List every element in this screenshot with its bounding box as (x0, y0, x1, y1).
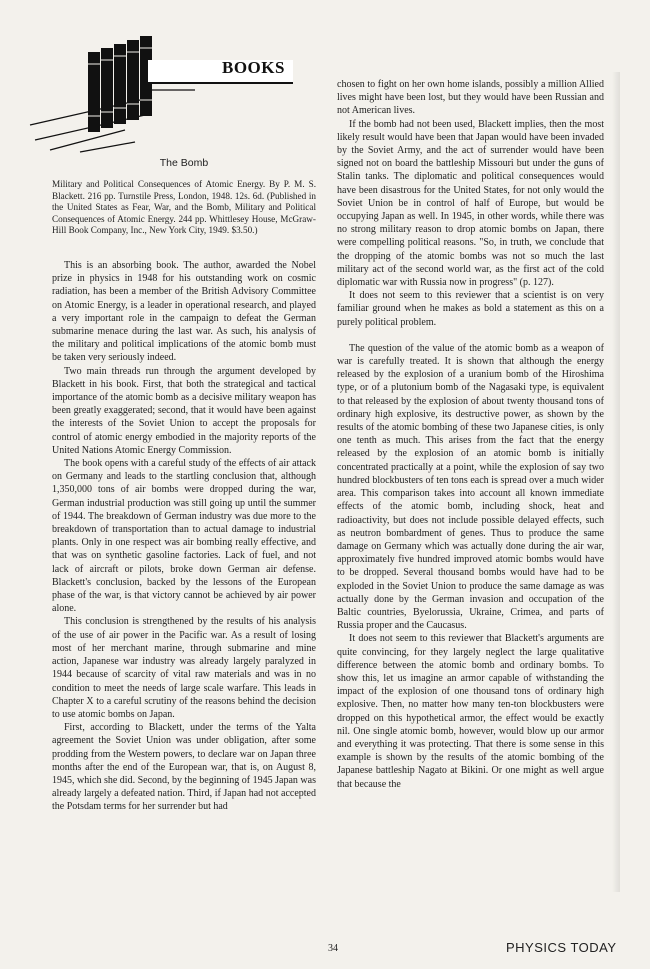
page-edge-shadow (612, 72, 620, 892)
paragraph: chosen to fight on her own home islands, possibly a million Allied lives might have been lost, but they would have been Russian and not American lives. (337, 79, 604, 117)
right-column (337, 78, 604, 791)
paragraph: This is an absorbing book. The author, awarded the Nobel prize in physics in 1948 for his outstanding work on cosmic radiation, has been a member of the British Advisory Committee on Atomic Energy, is a leader in operational research, and played a very important role in the campaign to defeat the German submarine menace during the last war. As such, his analysis of the military and political implications of the atomic bomb must be taken very seriously indeed. (52, 260, 316, 364)
citation-text: Military and Political Consequences of Atomic Energy. By P. M. S. Blackett. 216 pp. Turnstile Press, London, 1948. 12s. 6d. (Published in the United States as Fear, War, and the Bomb, Military and Political Consequences of Atomic Energy. 244 pp. Whittlesey House, McGraw-Hill Book Company, Inc., New York City, 1949. $3.50.) (52, 179, 316, 236)
paragraph: The book opens with a careful study of the effects of air attack on Germany and leads to the startling conclusion that, although 1,350,000 tons of air bombs were dropped during the war, German industrial production was still going up until the summer of 1944. The breakdown of German industry was due more to the breakdown of transportation than to actual damage to industrial plants. Only in one respect was air bombing really effective, and that was on synthetic gasoline factories. Lack of fuel, and not lack of aircraft or pilots, broke down German air defense. Blackett's conclusion, backed by the lessons of the European phase of the war, is that victory cannot be achieved by air power alone. (52, 458, 316, 615)
left-column (52, 259, 316, 814)
paragraph: It does not seem to this reviewer that a scientist is on very familiar ground when he makes as bold a statement as this on a purely political problem. (337, 290, 604, 328)
journal-name: PHYSICS TODAY (506, 940, 617, 955)
page-number: 34 (328, 943, 338, 954)
paragraph: Two main threads run through the argument developed by Blackett in his book. First, that both the strategical and tactical importance of the atomic bomb as a decisive military weapon has been greatly exaggerated; second, that it would have been against the interests of the Soviet Union to accept the proposals for control of atomic energy embodied in the majority reports of the United Nations Atomic Energy Commission. (52, 365, 316, 456)
paragraph: First, according to Blackett, under the terms of the Yalta agreement the Soviet Union was under obligation, after some prodding from the Western powers, to declare war on Japan three months after the end of the European war, that is, on August 8, 1945, which she did. Second, by the beginning of 1945 Japan was already largely a defeated nation. Third, if Japan had not accepted the Potsdam terms for her surrender but had (52, 722, 316, 813)
section-gap (337, 329, 604, 342)
section-heading: BOOKS (222, 58, 285, 77)
paragraph: It does not seem to this reviewer that Blackett's arguments are quite convincing, for they largely neglect the large qualitative difference between the atomic bomb and ordinary bombs. To show this, let us imagine an armor capable of withstanding the impact of the explosion of one thousand tons of ordinary high explosive. Then, no matter how many ten-ton blockbusters were dropped on this hypothetical armor, the effect would be exactly nil. One single atomic bomb, however, would blow up our armor and everything it was protecting. That there is some sense in this example is shown by the results of the atomic bombing of the Japanese battleship Nagato at Bikini. Or one might as well argue that because the (337, 633, 604, 790)
paragraph: If the bomb had not been used, Blackett implies, then the most likely result would have been that Japan would have been invaded by the Soviet Army, and the act of surrender would have been signed not on board the battleship Missouri but under the guns of Stalin tanks. The diplomatic and political consequences would have been disastrous for the United States, for not only would the Soviet Union be in control of half of Europe, but would be occupying Japan as well. In 1945, in other words, while there was no strong military reason to drop atomic bombs on Japan, there were compelling political reasons. "So, in truth, we conclude that the dropping of the atomic bombs was not so much the last military act of the second world war, as the first act of the cold diplomatic war with Russia now in progress" (p. 127). (337, 118, 604, 289)
paragraph: The question of the value of the atomic bomb as a weapon of war is carefully treated. It is shown that although the energy released by the explosion of a uranium bomb of the Hiroshima type, or of a plutonium bomb of the Nagasaki type, is equivalent to that released by the explosion of about twenty thousand tons of ordinary high explosive, its destructive power, as shown by the results of the atomic bombing of these two Japanese cities, is only one tenth as much. This arises from the fact that the energy released by the explosion of an atomic bomb is initially concentrated practically at a point, while the explosion of say two hundred blockbusters of ten tons each is spread over a much wider area. This comparison takes into account all known immediate effects of the atomic bomb, including shock, heat and radioactivity, but does not include possible delayed effects, such as neutron bombardment of genes. Thus to produce the same damage on Germany which was actually done during the air war, approximately five hundred improved atomic bombs would have to be dropped. Several thousand bombs would have had to be exploded in the Soviet Union to produce the same damage as was actually done by the German invasion and occupation of the Baltic countries, Byelorussia, Ukraine, Crimea, and parts of Russia proper and the Caucasus. (337, 342, 604, 632)
books-illustration (20, 30, 340, 155)
paragraph: This conclusion is strengthened by the results of his analysis of the use of air power in the Pacific war. As a result of losing most of her merchant marine, through submarine and mine action, Japanese war industry was already largely paralyzed in 1944 because of scarcity of vital raw materials and was in no condition to meet the needs of large scale warfare. This leads in Chapter X to a careful scrutiny of the reasons behind the decision to use atomic bombs on Japan. (52, 616, 316, 720)
review-title: The Bomb (159, 157, 209, 169)
book-citation (52, 179, 316, 237)
